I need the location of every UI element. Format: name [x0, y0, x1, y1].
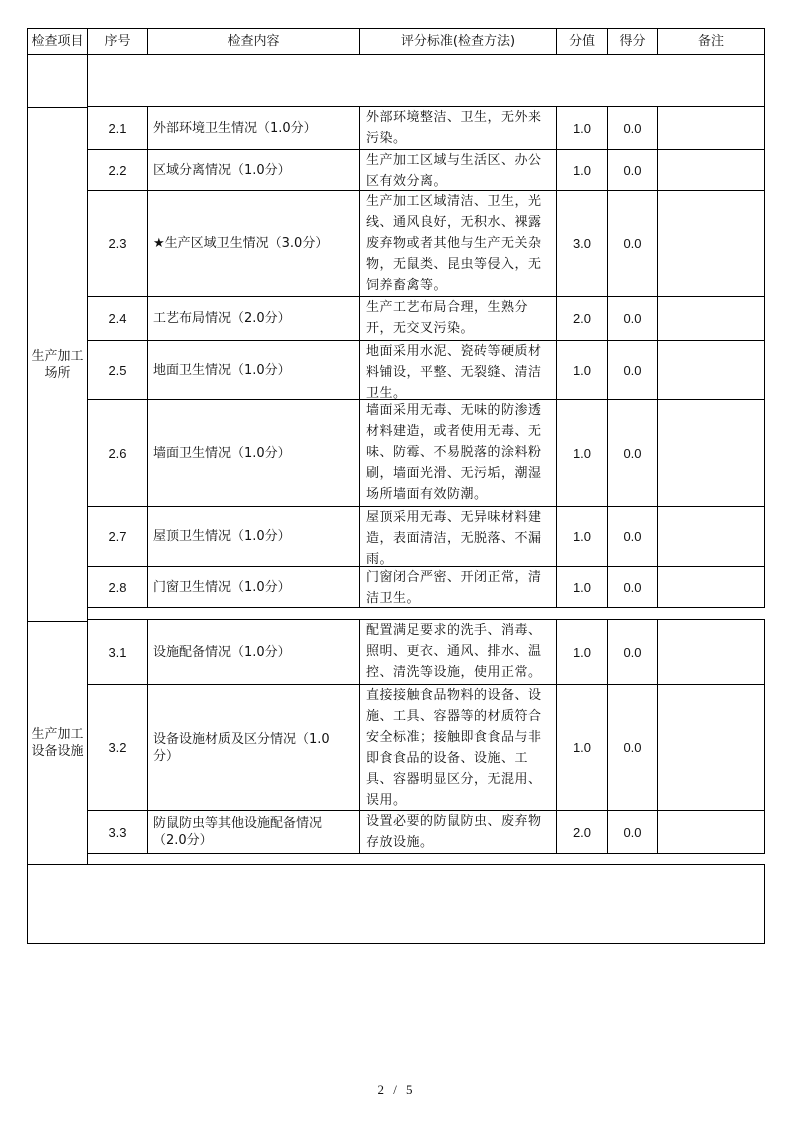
row-score: 1.0	[572, 445, 592, 461]
group-label-equipment: 生产加工设备设施	[31, 727, 84, 759]
row-seq: 2.2	[108, 162, 127, 178]
row-got: 0.0	[623, 120, 642, 136]
row-criteria: 墙面采用无毒、无味的防渗透材料建造，或者使用无毒、无味、防霉、不易脱落的涂料粉刷，墙面光滑、无污垢，潮湿场所墙面有效防潮。	[366, 403, 542, 502]
header-score: 分值	[568, 34, 595, 49]
row-content: 门窗卫生情况（1.0分）	[153, 579, 291, 595]
row-criteria: 门窗闭合严密、开闭正常，清洁卫生。	[366, 570, 542, 606]
row-criteria: 地面采用水泥、瓷砖等硬质材料铺设，平整、无裂缝、清洁卫生。	[366, 344, 542, 401]
row-content: 外部环境卫生情况（1.0分）	[153, 120, 317, 136]
header-category: 检查项目	[31, 34, 84, 49]
row-seq: 2.8	[108, 579, 127, 595]
row-content: 地面卫生情况（1.0分）	[153, 362, 291, 378]
row-content: 工艺布局情况（2.0分）	[153, 311, 291, 326]
row-seq: 3.1	[108, 644, 127, 660]
row-got: 0.0	[623, 445, 642, 461]
row-score: 1.0	[572, 579, 592, 595]
row-seq: 2.3	[108, 236, 127, 251]
row-score: 1.0	[572, 120, 592, 136]
group-label-site: 生产加工场所	[31, 348, 84, 381]
row-got: 0.0	[623, 579, 642, 595]
row-seq: 2.5	[108, 362, 127, 378]
row-content: 防鼠防虫等其他设施配备情况（2.0分）	[153, 816, 323, 848]
row-criteria: 直接接触食品物料的设备、设施、工具、容器等的材质符合安全标准；接触即食食品与非即食食品的设备、设施、工具、容器明显区分，无混用、误用。	[366, 688, 542, 808]
row-criteria: 屋顶采用无毒、无异味材料建造，表面清洁，无脱落、不漏雨。	[366, 510, 542, 567]
row-seq: 2.6	[108, 445, 127, 461]
header-criteria: 评分标准(检查方法)	[400, 34, 516, 49]
row-criteria: 生产工艺布局合理，生熟分开，无交叉污染。	[366, 300, 529, 336]
header-seq: 序号	[104, 34, 131, 49]
row-seq: 2.4	[108, 311, 127, 326]
row-criteria: 外部环境整洁、卫生，无外来污染。	[366, 110, 542, 146]
row-score: 2.0	[572, 311, 592, 326]
row-score: 1.0	[572, 162, 592, 178]
row-got: 0.0	[623, 162, 642, 178]
row-score: 1.0	[572, 529, 592, 544]
row-got: 0.0	[623, 362, 642, 378]
header-got: 得分	[619, 34, 646, 49]
row-criteria: 生产加工区域与生活区、办公区有效分离。	[366, 153, 542, 189]
row-score: 2.0	[572, 824, 592, 840]
row-criteria: 生产加工区域清洁、卫生，光线、通风良好，无积水、裸露废弃物或者其他与生产无关杂物，无鼠类、昆虫等侵入，无饲养畜禽等。	[366, 194, 542, 293]
row-got: 0.0	[623, 311, 642, 326]
row-content: 屋顶卫生情况（1.0分）	[153, 529, 291, 544]
row-content: 设施配备情况（1.0分）	[153, 644, 291, 660]
row-content: 设备设施材质及区分情况（1.0分）	[153, 731, 330, 764]
row-criteria: 设置必要的防鼠防虫、废弃物存放设施。	[366, 814, 542, 850]
row-got: 0.0	[623, 529, 642, 544]
row-score: 3.0	[572, 236, 592, 251]
header-remark: 备注	[697, 34, 724, 49]
row-content: ★生产区域卫生情况（3.0分）	[153, 236, 329, 251]
row-content: 区域分离情况（1.0分）	[153, 162, 291, 178]
row-got: 0.0	[623, 236, 642, 251]
row-seq: 3.3	[108, 824, 127, 840]
row-got: 0.0	[623, 644, 642, 660]
row-seq: 2.7	[108, 529, 127, 544]
row-score: 1.0	[572, 740, 592, 755]
row-seq: 3.2	[108, 740, 127, 755]
row-criteria: 配置满足要求的洗手、消毒、照明、更衣、通风、排水、温控、清洗等设施，使用正常。	[366, 623, 542, 680]
header-content: 检查内容	[227, 34, 280, 49]
page-number: 2 / 5	[377, 1082, 416, 1097]
row-got: 0.0	[623, 740, 642, 755]
row-score: 1.0	[572, 644, 592, 660]
row-got: 0.0	[623, 824, 642, 840]
row-seq: 2.1	[108, 120, 127, 136]
row-score: 1.0	[572, 362, 592, 378]
row-content: 墙面卫生情况（1.0分）	[153, 445, 291, 461]
